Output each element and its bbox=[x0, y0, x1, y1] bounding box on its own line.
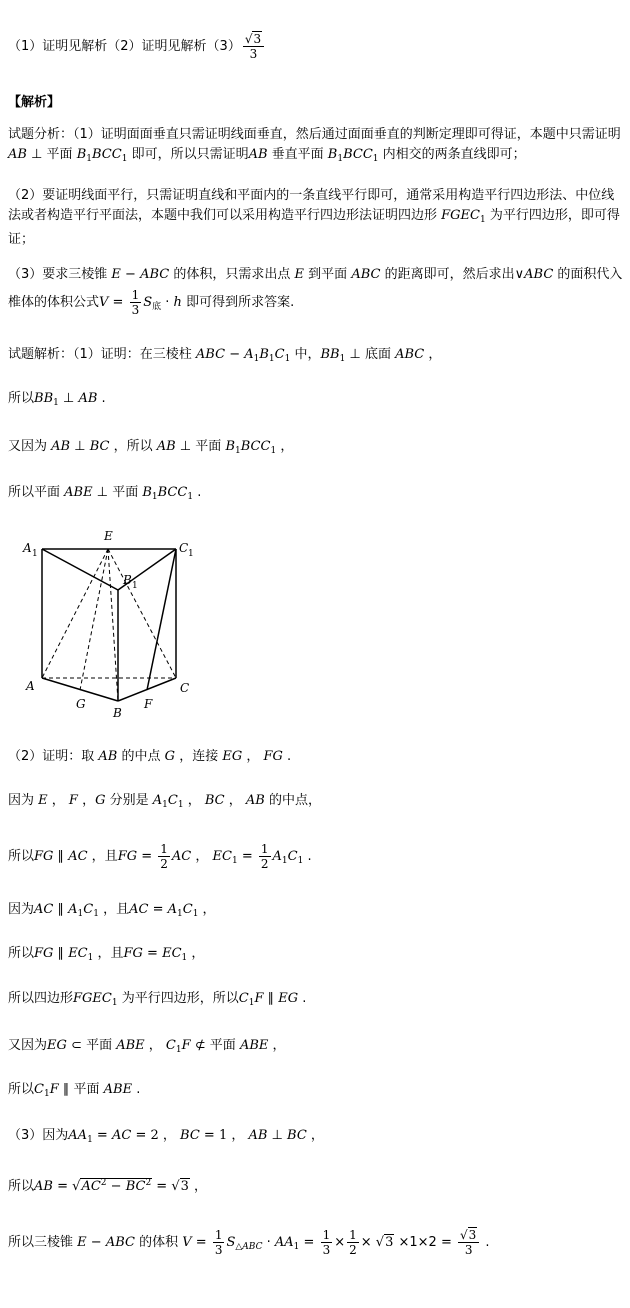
s14-text: 所以 bbox=[8, 1179, 35, 1194]
solution-line-8: 因为AC ∥ $A_1C_1$ ，且AC = $A_1C_1$ ， bbox=[8, 902, 216, 919]
label-C: C bbox=[180, 681, 190, 695]
s12-b: 平面 bbox=[73, 1082, 100, 1097]
s15-b: 的体积 bbox=[139, 1235, 179, 1250]
svg-text:1: 1 bbox=[188, 549, 194, 559]
analysis-p2-end: 为平行四边形，即可得证； bbox=[8, 208, 620, 247]
solution-line-10: 所以四边形$FGEC_1$ 为平行四边形，所以$C_1F$ ∥ EG . bbox=[8, 991, 307, 1008]
analysis-p3-f: 即可得到所求答案. bbox=[186, 295, 295, 310]
analysis-p3-e: 的面积代入椎体的体积公式 bbox=[8, 267, 623, 310]
s3-c: 平面 bbox=[195, 439, 222, 454]
analysis-p3-c: 到平面 bbox=[308, 267, 348, 282]
analysis-p1-mid: 即可，所以只需证明 bbox=[131, 147, 249, 162]
analysis-p3-a: （3）要求三棱锥 bbox=[8, 267, 108, 282]
solution-line-5: （2）证明：取 AB 的中点 G ，连接 EG ， FG . bbox=[8, 749, 292, 764]
solution-line-12: 所以$C_1F$ ∥ 平面 ABE . bbox=[8, 1082, 141, 1099]
s12-text: 所以 bbox=[8, 1082, 35, 1097]
label-G: G bbox=[76, 697, 86, 711]
edge-EG bbox=[80, 549, 108, 690]
s2-text: 所以 bbox=[8, 391, 35, 406]
s11-b: 平面 bbox=[86, 1038, 113, 1053]
answer-fraction: $\frac{√3}{3}$ bbox=[243, 32, 264, 61]
s6-c: 的中点， bbox=[268, 793, 321, 808]
s9-text: 所以 bbox=[8, 946, 35, 961]
s15-text: 所以三棱锥 bbox=[8, 1235, 74, 1250]
analysis-paragraph-3: （3）要求三棱锥 E − ABC 的体积，只需求出点 E 到平面 ABC 的距离即可，然后求出∨ABC 的面积代入椎体的体积公式V = $\frac{1}{3}$ $S_底 \cdot h$ 即可得到所求答案. bbox=[8, 267, 623, 317]
s8-b: ，且 bbox=[103, 902, 130, 917]
solution-line-14: 所以AB = $√AC^2 - BC^2 = √3$ ， bbox=[8, 1178, 208, 1194]
solution-line-1: 试题解析：（1）证明：在三棱柱 ABC − $A_1B_1C_1$ 中，$BB_1$ ⊥ 底面 ABC ， bbox=[8, 347, 442, 364]
s11-text: 又因为 bbox=[8, 1038, 48, 1053]
label-E: E bbox=[104, 529, 113, 543]
solution-line-9: 所以FG ∥ $EC_1$ ，且FG = $EC_1$ ， bbox=[8, 946, 205, 963]
analysis-paragraph-1: 试题分析：（1）证明面面垂直只需证明线面垂直，然后通过面面垂直的判断定理即可得证，本题中只需证明AB ⊥ 平面 $B_1BCC_1$ 即可，所以只需证明AB 垂直平面 $B_1BCC_1$ 内相交的两条直线即可； bbox=[8, 127, 621, 164]
analysis-p3-d: 的距离即可，然后求出 bbox=[384, 267, 515, 282]
s7-text: 所以 bbox=[8, 849, 35, 864]
s5-c: ，连接 bbox=[179, 749, 219, 764]
label-A1: A bbox=[23, 541, 32, 555]
label-B: B bbox=[113, 706, 122, 720]
solution-line-6: 因为 E ， F ，G 分别是 $A_1C_1$ ， BC ， AB 的中点， bbox=[8, 793, 321, 810]
label-A: A bbox=[26, 679, 35, 693]
answer-text: （1）证明见解析（2）证明见解析（3） bbox=[8, 39, 241, 54]
s5-b: 的中点 bbox=[121, 749, 161, 764]
s3-text: 又因为 bbox=[8, 439, 48, 454]
s4-text: 所以平面 bbox=[8, 485, 61, 500]
solution-line-11: 又因为EG ⊂ 平面 ABE ， $C_1F$ ⊄ 平面 ABE ， bbox=[8, 1038, 286, 1055]
s8-text: 因为 bbox=[8, 902, 35, 917]
label-C1: C bbox=[179, 541, 189, 555]
svg-text:1: 1 bbox=[32, 549, 38, 559]
s6-text: 因为 bbox=[8, 793, 35, 808]
analysis-p1-end: 内相交的两条直线即可； bbox=[382, 147, 526, 162]
s6-b: 分别是 bbox=[109, 793, 149, 808]
s4-b: 平面 bbox=[112, 485, 139, 500]
solution-line-13: （3）因为$AA_1$ = AC = 2 ， BC = 1 ， AB ⊥ BC ， bbox=[8, 1128, 324, 1145]
s10-text: 所以四边形 bbox=[8, 991, 74, 1006]
s1-b: 中， bbox=[294, 347, 321, 362]
s9-b: ，且 bbox=[97, 946, 124, 961]
svg-text:1: 1 bbox=[132, 581, 138, 591]
solution-line-4: 所以平面 ABE ⊥ 平面 $B_1BCC_1$ . bbox=[8, 485, 202, 502]
solution-line-15: 所以三棱锥 E − ABC 的体积 V = $\frac{1}{3}$ $S_{\triangle ABC} \cdot AA_1$ = $\frac{1}{3}$ × $\frac{1}{2}$ × √3 ×1×2 = $\frac{√3}{3}$ . bbox=[8, 1228, 490, 1257]
analysis-p3-b: 的体积，只需求出点 bbox=[173, 267, 291, 282]
s10-b: 为平行四边形，所以 bbox=[121, 991, 239, 1006]
solution-line-3: 又因为 AB ⊥ BC ，所以 AB ⊥ 平面 $B_1BCC_1$ ， bbox=[8, 439, 294, 456]
edge-EA bbox=[42, 549, 108, 678]
label-B1: B bbox=[123, 573, 132, 587]
s3-b: ，所以 bbox=[113, 439, 153, 454]
s5-text: （2）证明：取 bbox=[8, 749, 95, 764]
prism-diagram bbox=[18, 528, 208, 723]
label-F: F bbox=[144, 697, 153, 711]
s1-text: 试题解析：（1）证明：在三棱柱 bbox=[8, 347, 192, 362]
solution-line-2: 所以$BB_1$ ⊥ AB . bbox=[8, 391, 106, 408]
analysis-paragraph-2: （2）要证明线面平行，只需证明直线和平面内的一条直线平行即可，通常采用构造平行四边形法、中位线法或者构造平行平面法，本题中我们可以采用构造平行四边形法证明四边形 $FGEC_1$ 为平行四边形，即可得证； bbox=[8, 188, 620, 247]
analysis-p1-text: 试题分析：（1）证明面面垂直只需证明线面垂直，然后通过面面垂直的判断定理即可得证，本题中只需证明 bbox=[8, 127, 621, 142]
answer-line bbox=[8, 32, 266, 61]
solution-line-7: 所以FG ∥ AC ，且FG = $\frac{1}{2}$ AC ， $EC_1$ = $\frac{1}{2}$ $A_1C_1$ . bbox=[8, 842, 312, 871]
edge-A1B1 bbox=[42, 549, 118, 590]
analysis-header: 【解析】 bbox=[8, 95, 61, 110]
s7-b: ，且 bbox=[91, 849, 118, 864]
s1-c: 底面 bbox=[364, 347, 391, 362]
s13-text: （3）因为 bbox=[8, 1128, 69, 1143]
analysis-p2-text: （2）要证明线面平行，只需证明直线和平面内的一条直线平行即可，通常采用构造平行四边形法、中位线法或者构造平行平面法，本题中我们可以采用构造平行四边形法证明四边形 bbox=[8, 188, 615, 223]
